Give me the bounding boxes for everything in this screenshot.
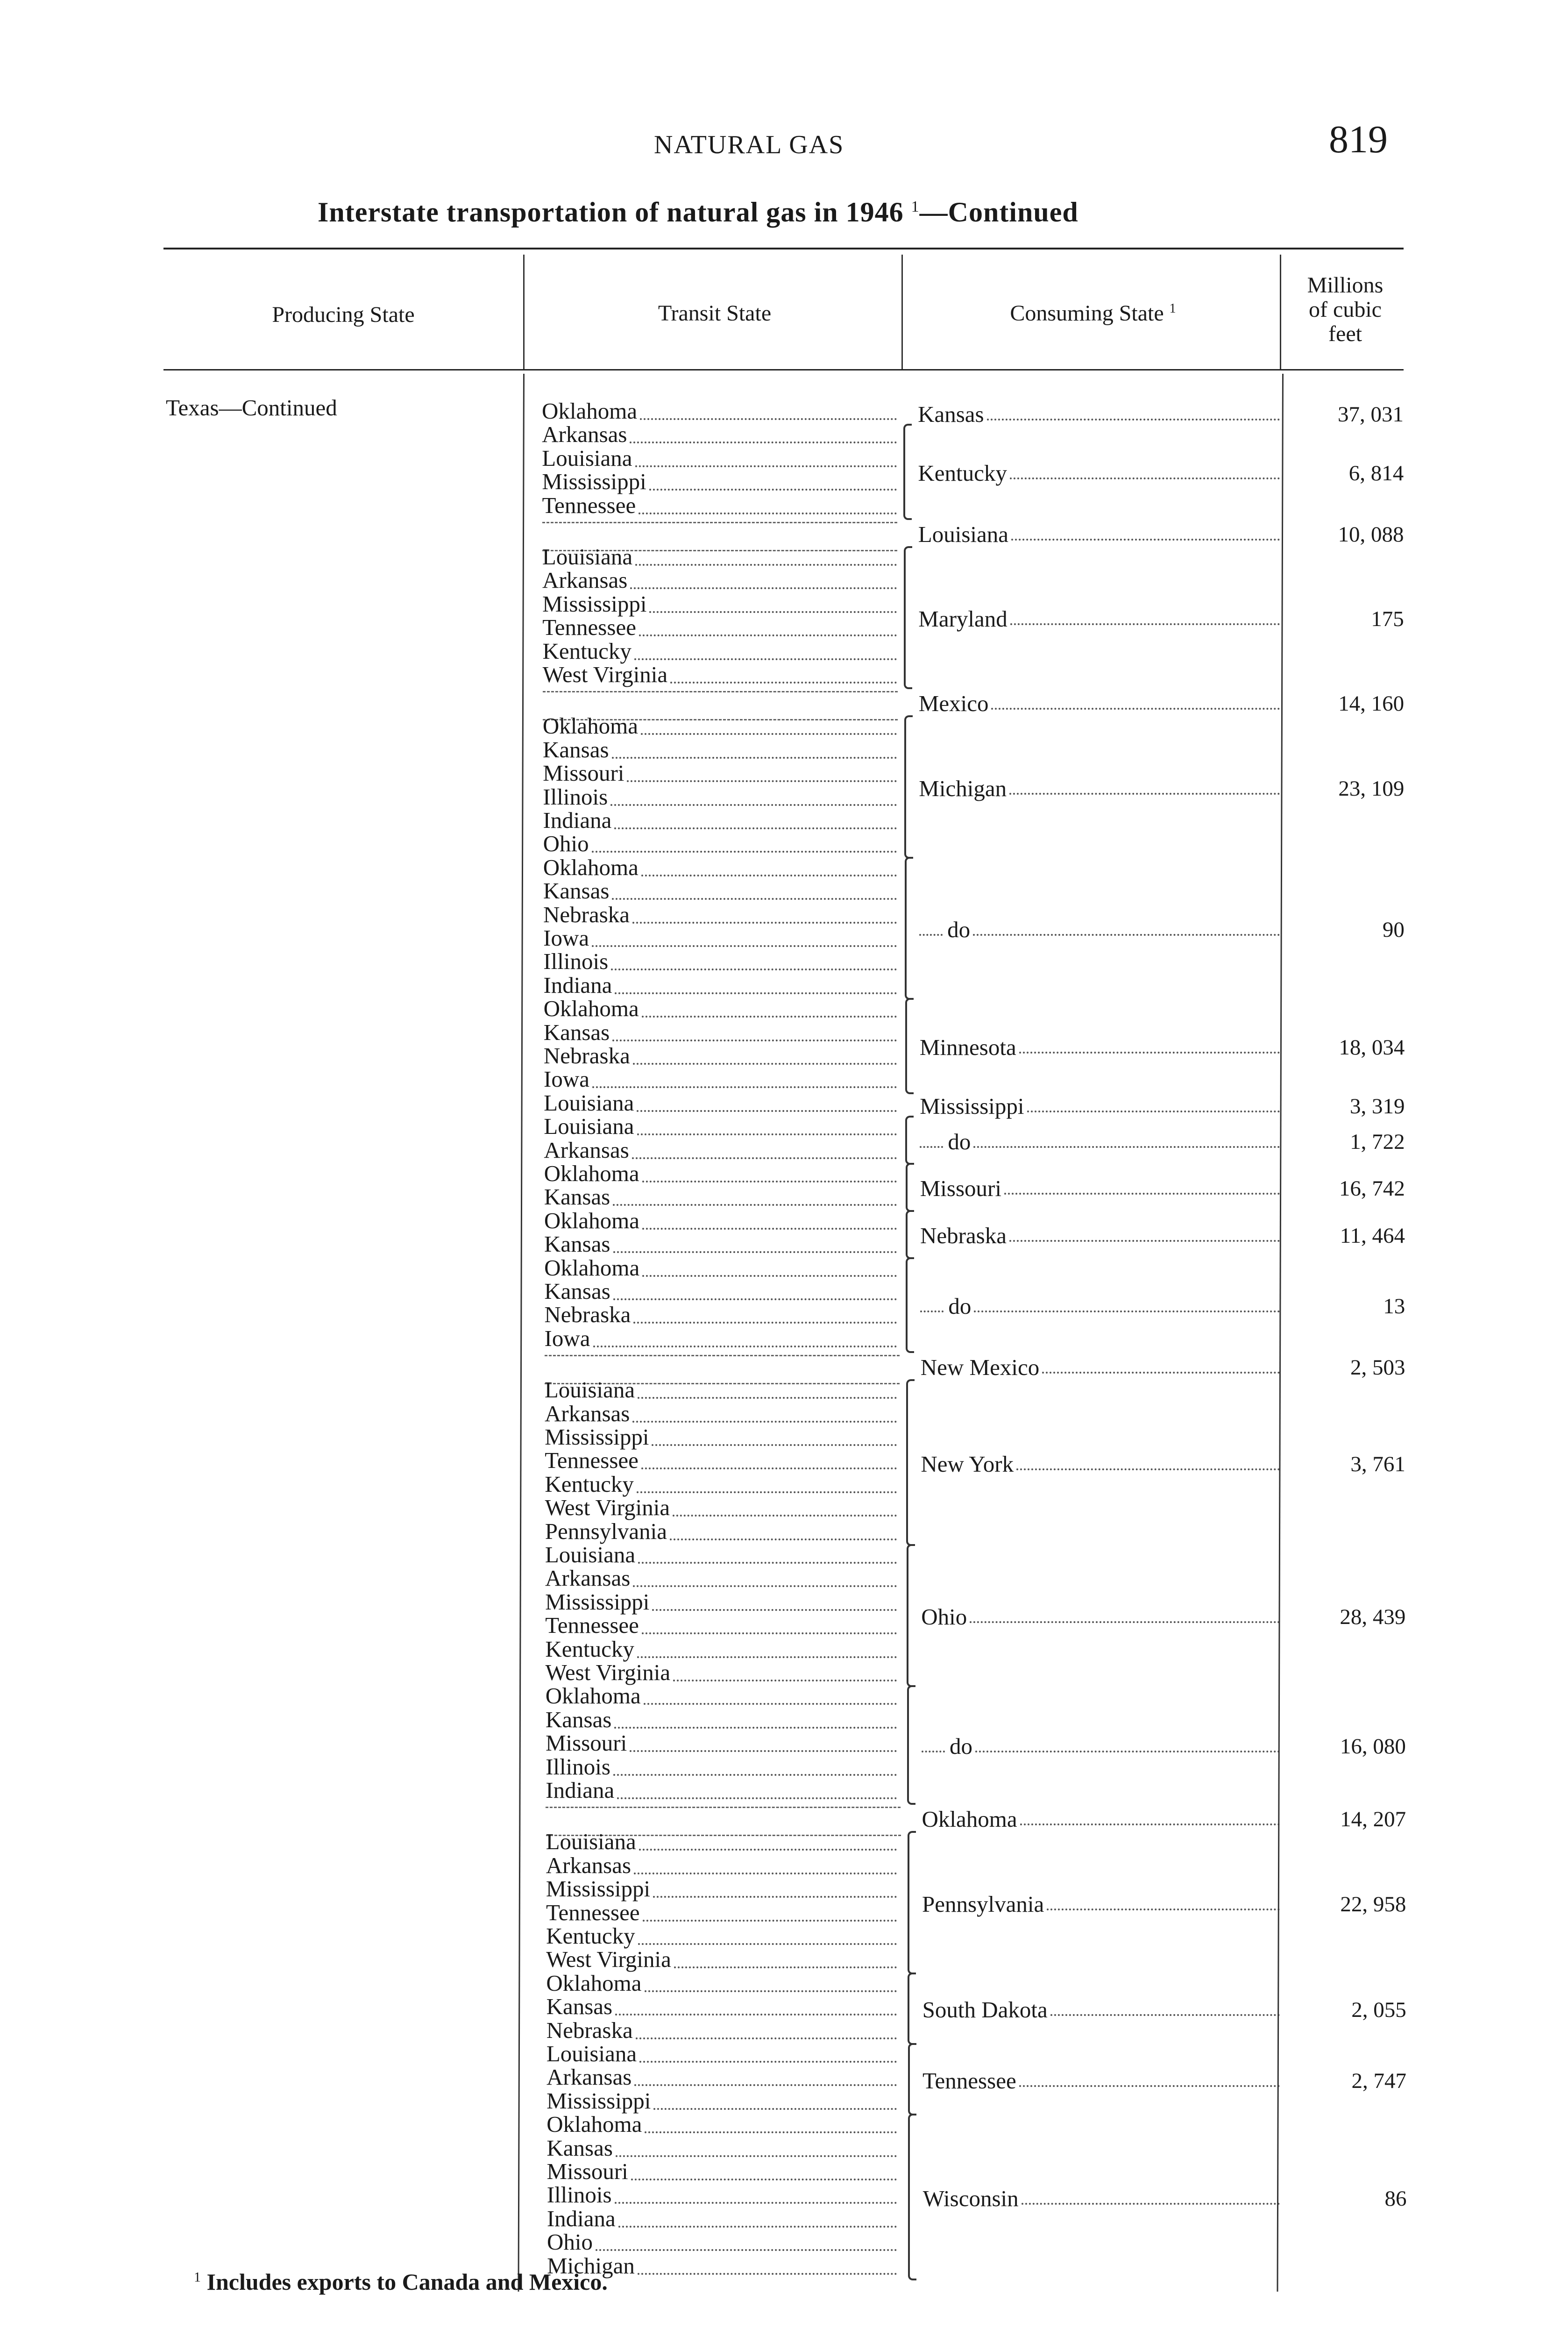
volume-value: 175	[1371, 607, 1404, 632]
transit-state: Nebraska	[543, 901, 630, 927]
volume-value: 23, 109	[1338, 776, 1405, 801]
transit-leader	[632, 1157, 897, 1159]
group-brace	[908, 1973, 916, 2045]
transit-state: Mississippi	[546, 2087, 651, 2114]
transit-state: Louisiana	[544, 1090, 634, 1116]
transit-state: Louisiana	[542, 544, 633, 570]
transit-leader	[642, 1181, 897, 1182]
volume-value: 22, 958	[1340, 1892, 1406, 1916]
transit-state: Indiana	[543, 807, 612, 833]
consuming-state: Mississippi	[920, 1093, 1024, 1119]
transit-leader	[636, 2037, 897, 2039]
consuming-state: Pennsylvania	[922, 1891, 1044, 1917]
transit-leader	[637, 1491, 897, 1493]
ditto-leader	[920, 1146, 943, 1148]
consuming-state: Wisconsin	[922, 2185, 1019, 2211]
consuming-state: do	[950, 1733, 973, 1759]
transit-state: Louisiana	[545, 1542, 636, 1567]
consuming-leader	[1019, 2085, 1280, 2087]
volume-value: 6, 814	[1348, 461, 1404, 486]
transit-separator	[542, 522, 897, 523]
transit-leader	[638, 2273, 897, 2275]
transit-state: Oklahoma	[546, 2111, 642, 2137]
volume-value: 37, 031	[1338, 402, 1404, 427]
transit-leader	[639, 2061, 897, 2063]
transit-leader	[645, 1990, 897, 1992]
transit-leader	[673, 1515, 897, 1517]
transit-state: Oklahoma	[544, 1254, 640, 1281]
transit-state: Louisiana	[546, 2041, 637, 2066]
transit-leader	[614, 1727, 897, 1729]
transit-separator	[546, 1807, 901, 1808]
transit-state: Kansas	[543, 1019, 610, 1045]
consuming-leader	[991, 708, 1280, 710]
transit-leader	[613, 1204, 897, 1206]
transit-state: Louisiana	[544, 1377, 635, 1403]
transit-leader	[631, 2179, 897, 2180]
consuming-state: South Dakota	[922, 1997, 1048, 2023]
transit-state: Arkansas	[542, 567, 628, 593]
group-brace	[904, 715, 913, 858]
transit-state: Illinois	[543, 783, 608, 810]
transit-state: Tennessee	[545, 1447, 639, 1474]
column-divider-producing	[523, 255, 525, 369]
transit-state: West Virginia	[545, 1659, 671, 1685]
transit-leader	[592, 945, 897, 947]
transit-leader	[670, 1538, 897, 1540]
table-title-text: Interstate transportation of natural gas in 1946	[318, 197, 904, 228]
group-brace	[907, 1685, 915, 1805]
transit-leader	[613, 1774, 897, 1776]
transit-leader	[633, 1322, 897, 1324]
group-brace	[906, 1379, 915, 1546]
transit-state: Louisiana	[542, 445, 632, 471]
transit-state: Illinois	[546, 2182, 612, 2208]
consuming-leader	[1027, 1111, 1280, 1112]
transit-leader	[642, 1016, 897, 1018]
transit-leader	[618, 2226, 897, 2228]
group-brace	[906, 1163, 914, 1212]
consuming-state: Oklahoma	[922, 1806, 1017, 1832]
transit-state: Oklahoma	[544, 1161, 639, 1186]
transit-leader	[615, 992, 897, 994]
volume-value: 2, 503	[1350, 1355, 1405, 1380]
transit-leader	[641, 1467, 897, 1469]
consuming-state: do	[948, 1128, 971, 1154]
transit-leader	[633, 1585, 897, 1587]
transit-state: Kansas	[543, 878, 610, 904]
transit-state: Indiana	[546, 1777, 615, 1803]
group-brace	[906, 1210, 914, 1259]
transit-leader	[593, 1346, 897, 1347]
volume-value: 3, 319	[1350, 1094, 1405, 1118]
transit-state: Kentucky	[545, 1636, 634, 1662]
transit-leader	[645, 2131, 897, 2133]
consuming-leader	[1009, 793, 1280, 795]
transit-leader	[632, 922, 897, 924]
transit-leader	[639, 634, 897, 636]
consuming-leader	[973, 1146, 1280, 1148]
transit-state: Missouri	[545, 1730, 627, 1756]
consuming-state: Kentucky	[918, 460, 1007, 486]
volume-value: 18, 034	[1339, 1035, 1405, 1060]
transit-state: Arkansas	[546, 2064, 632, 2090]
transit-leader	[634, 658, 897, 660]
transit-state: Oklahoma	[543, 996, 639, 1022]
transit-state: Missouri	[543, 760, 624, 786]
running-title: NATURAL GAS	[654, 130, 844, 159]
transit-state: Kansas	[544, 1278, 610, 1304]
transit-leader	[649, 611, 897, 613]
transit-state: Oklahoma	[542, 713, 638, 739]
transit-leader	[653, 1896, 897, 1898]
consuming-state: Minnesota	[919, 1034, 1016, 1060]
column-divider-body-producing	[518, 374, 525, 2292]
transit-leader	[670, 682, 897, 684]
consuming-state: Kansas	[918, 401, 984, 427]
consuming-leader	[970, 1621, 1280, 1623]
transit-state: Mississippi	[545, 1588, 650, 1615]
consuming-leader	[1042, 1372, 1280, 1374]
transit-state: Kansas	[543, 736, 609, 762]
transit-state: Illinois	[546, 1753, 610, 1780]
transit-leader	[639, 1849, 897, 1851]
transit-leader	[652, 1609, 897, 1611]
volume-value: 13	[1383, 1294, 1405, 1319]
transit-leader	[642, 1228, 897, 1230]
table-top-rule	[163, 248, 1404, 249]
transit-leader	[642, 1275, 897, 1277]
transit-state: West Virginia	[545, 1495, 670, 1521]
consuming-state: Mexico	[918, 691, 989, 717]
transit-leader	[611, 969, 897, 970]
transit-state: Oklahoma	[546, 1970, 642, 1996]
consuming-leader	[987, 419, 1280, 420]
header-millions-cubic-feet	[1284, 273, 1406, 346]
transit-separator	[543, 691, 898, 692]
transit-leader	[596, 2249, 897, 2251]
transit-state: Kansas	[546, 2135, 613, 2161]
consuming-state: Michigan	[919, 775, 1007, 801]
consuming-state: Ohio	[921, 1604, 967, 1630]
transit-leader	[644, 1703, 897, 1705]
transit-leader	[613, 1298, 897, 1300]
transit-state: Tennessee	[545, 1612, 639, 1638]
volume-value: 28, 439	[1340, 1605, 1406, 1630]
transit-state: Kansas	[544, 1231, 610, 1257]
transit-leader	[592, 851, 897, 853]
transit-state: Louisiana	[546, 1829, 636, 1855]
transit-state: Kentucky	[545, 1471, 634, 1497]
consuming-state: Nebraska	[920, 1223, 1007, 1249]
volume-value: 16, 080	[1340, 1734, 1406, 1759]
transit-leader	[632, 1421, 897, 1423]
footnote-marker: 1	[194, 2269, 201, 2285]
consuming-leader	[1020, 1823, 1280, 1825]
transit-state: Oklahoma	[545, 1683, 641, 1709]
table-title	[318, 196, 1078, 228]
volume-value: 2, 747	[1351, 2068, 1407, 2093]
transit-state: Tennessee	[546, 1899, 640, 1925]
group-brace	[905, 857, 913, 1000]
transit-leader	[637, 1110, 897, 1112]
transit-state: Nebraska	[546, 2017, 633, 2043]
table-title-footnote-ref: 1	[911, 198, 920, 215]
transit-leader	[614, 827, 897, 829]
header-millions-line-3: feet	[1328, 321, 1362, 346]
transit-leader	[633, 1063, 897, 1065]
transit-leader	[630, 587, 897, 589]
transit-leader	[673, 1680, 897, 1681]
transit-leader	[642, 1632, 897, 1634]
page-number: 819	[1329, 118, 1388, 161]
header-consuming-state	[934, 297, 1252, 326]
ditto-leader	[922, 1751, 945, 1752]
group-brace	[908, 2043, 916, 2115]
transit-leader	[617, 1797, 897, 1799]
header-consuming-ref: 1	[1169, 301, 1176, 316]
transit-state: Oklahoma	[543, 854, 639, 880]
consuming-state: New York	[921, 1451, 1014, 1477]
volume-value: 1, 722	[1350, 1129, 1405, 1154]
header-producing-state: Producing State	[272, 302, 415, 327]
consuming-leader	[975, 1751, 1280, 1752]
transit-leader	[615, 2014, 897, 2016]
volume-value: 10, 088	[1338, 522, 1404, 547]
volume-value: 16, 742	[1339, 1176, 1405, 1201]
transit-state: Indiana	[546, 2205, 616, 2231]
consuming-state: do	[948, 1293, 972, 1319]
transit-state: Illinois	[543, 948, 609, 975]
header-consuming-text: Consuming State	[1010, 301, 1164, 326]
volume-value: 3, 761	[1350, 1452, 1405, 1476]
group-brace	[904, 546, 912, 689]
consuming-leader	[1019, 1052, 1280, 1054]
transit-state: Indiana	[543, 972, 612, 998]
consuming-leader	[1016, 1468, 1280, 1470]
transit-state: Iowa	[544, 1066, 589, 1092]
ditto-leader	[919, 934, 943, 936]
group-brace	[906, 1257, 914, 1353]
group-brace	[905, 998, 914, 1094]
transit-leader	[635, 465, 897, 467]
transit-leader	[641, 875, 897, 876]
consuming-state: do	[947, 917, 971, 942]
header-transit-state: Transit State	[658, 301, 772, 326]
transit-leader	[674, 1966, 897, 1968]
transit-state: Louisiana	[544, 1113, 634, 1140]
consuming-state: Missouri	[920, 1175, 1001, 1202]
transit-state: Arkansas	[544, 1137, 629, 1163]
transit-state: Michigan	[547, 2252, 635, 2279]
transit-leader	[638, 1562, 897, 1564]
transit-leader	[641, 733, 897, 735]
transit-leader	[638, 1397, 897, 1399]
transit-state: Tennessee	[542, 492, 636, 518]
header-millions-line-2: of cubic	[1309, 297, 1382, 322]
group-brace	[905, 1116, 914, 1165]
transit-state: Kansas	[546, 1994, 613, 2020]
column-divider-transit	[901, 255, 903, 369]
transit-leader	[637, 1133, 897, 1135]
transit-state: Tennessee	[542, 614, 636, 641]
consuming-leader	[1047, 1909, 1280, 1910]
transit-state: Ohio	[546, 2229, 593, 2255]
table-title-suffix: —Continued	[919, 197, 1078, 228]
consuming-leader	[1010, 623, 1280, 625]
group-brace	[908, 2114, 916, 2280]
consuming-leader	[1011, 539, 1280, 541]
transit-separator	[545, 1355, 900, 1356]
consuming-leader	[1050, 2014, 1280, 2016]
transit-leader	[652, 1444, 897, 1446]
transit-state: West Virginia	[542, 662, 668, 687]
footnote	[194, 2268, 608, 2295]
group-brace	[903, 424, 912, 520]
consuming-leader	[1010, 477, 1280, 479]
footnote-text: Includes exports to Canada and Mexico.	[206, 2269, 608, 2295]
transit-leader	[612, 898, 897, 900]
transit-state: Missouri	[546, 2158, 628, 2184]
transit-leader	[634, 1873, 897, 1874]
transit-leader	[630, 442, 897, 443]
transit-leader	[613, 1251, 897, 1253]
volume-value: 14, 207	[1340, 1807, 1406, 1832]
transit-state: Kansas	[545, 1706, 612, 1732]
consuming-state: Louisiana	[918, 521, 1009, 547]
transit-leader	[638, 1943, 897, 1945]
volume-value: 2, 055	[1351, 1998, 1406, 2023]
consuming-leader	[1009, 1240, 1280, 1242]
transit-state: Mississippi	[545, 1424, 649, 1450]
transit-state: Ohio	[543, 831, 589, 857]
transit-state: Kentucky	[546, 1923, 635, 1949]
header-bottom-rule	[163, 369, 1404, 370]
ditto-leader	[920, 1310, 944, 1312]
transit-state: Arkansas	[546, 1852, 631, 1878]
transit-leader	[643, 1920, 897, 1922]
transit-state: Nebraska	[543, 1043, 630, 1068]
transit-leader	[630, 1750, 897, 1752]
volume-value: 86	[1384, 2186, 1407, 2211]
transit-state: West Virginia	[546, 1946, 671, 1973]
consuming-leader	[974, 1310, 1280, 1312]
transit-leader	[637, 1656, 897, 1658]
transit-state: Oklahoma	[542, 398, 638, 424]
consuming-state: New Mexico	[920, 1354, 1040, 1381]
transit-leader	[616, 2155, 897, 2157]
transit-state: Mississippi	[542, 469, 646, 495]
transit-leader	[635, 564, 897, 566]
volume-value: 90	[1382, 918, 1405, 942]
group-brace	[908, 1831, 916, 1974]
transit-state: Arkansas	[545, 1400, 630, 1426]
consuming-state: Maryland	[918, 606, 1007, 632]
transit-leader	[640, 418, 897, 420]
transit-state: Arkansas	[545, 1565, 631, 1591]
transit-state: Iowa	[544, 1325, 590, 1351]
transit-state: Kentucky	[542, 638, 631, 664]
group-brace	[907, 1544, 915, 1687]
transit-leader	[612, 1040, 897, 1041]
producing-state-cell: Texas—Continued	[166, 395, 337, 420]
transit-leader	[615, 2202, 897, 2204]
transit-state: Arkansas	[542, 421, 627, 448]
volume-value: 14, 160	[1338, 691, 1405, 716]
transit-leader	[639, 513, 897, 514]
transit-state: Pennsylvania	[545, 1518, 667, 1544]
transit-leader	[627, 780, 897, 782]
transit-state: Mississippi	[546, 1876, 651, 1902]
column-divider-body-millions	[1277, 374, 1284, 2292]
transit-leader	[592, 1086, 897, 1088]
consuming-leader	[1022, 2203, 1280, 2205]
consuming-state: Tennessee	[922, 2067, 1016, 2094]
column-divider-consuming	[1280, 255, 1281, 369]
transit-state: Mississippi	[542, 591, 647, 617]
volume-value: 11, 464	[1340, 1224, 1405, 1248]
header-millions-line-1: Millions	[1307, 273, 1384, 298]
transit-leader	[649, 489, 897, 491]
transit-leader	[612, 757, 897, 759]
transit-leader	[634, 2084, 897, 2086]
transit-state: Iowa	[543, 925, 589, 951]
transit-state: Kansas	[544, 1184, 610, 1210]
transit-leader	[653, 2108, 897, 2110]
consuming-leader	[1004, 1193, 1280, 1195]
transit-leader	[610, 804, 897, 806]
transit-state: Nebraska	[544, 1302, 631, 1328]
consuming-leader	[973, 934, 1280, 936]
transit-state: Oklahoma	[544, 1207, 639, 1233]
